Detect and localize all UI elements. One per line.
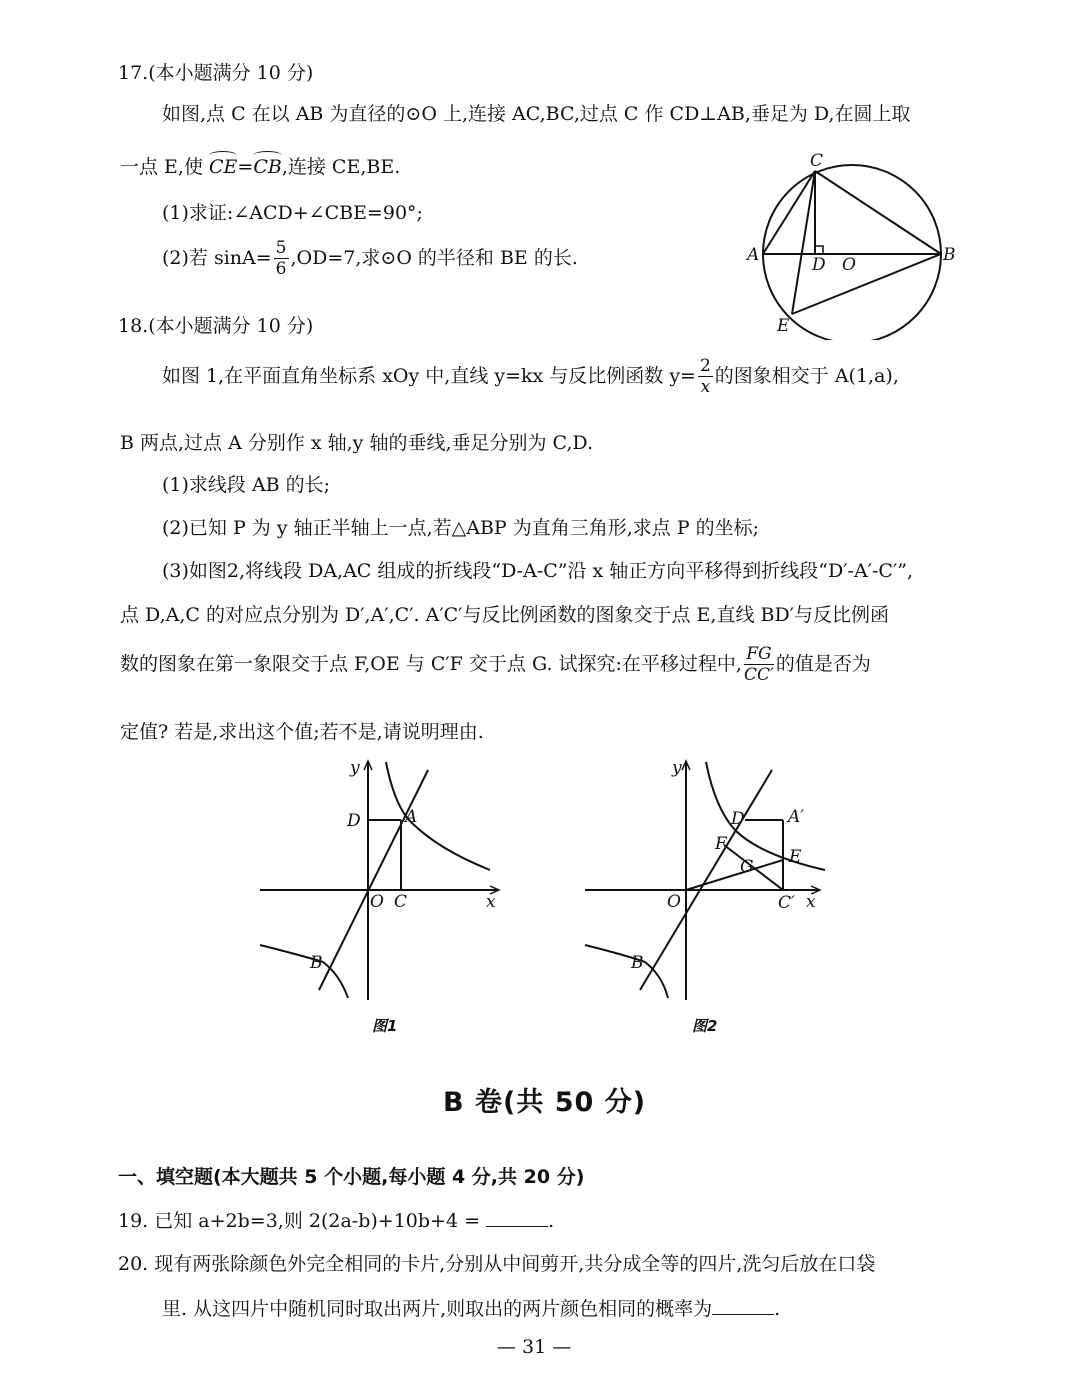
q17-stem-line2-a: 一点 E,使: [120, 156, 203, 178]
q19-period: .: [548, 1210, 555, 1232]
figure-1-caption: 图1: [372, 1017, 398, 1035]
label-x: x: [486, 892, 496, 912]
label-e: E: [789, 847, 802, 867]
label-g: G: [740, 857, 754, 877]
q18-stem-line2: B 两点,过点 A 分别作 x 轴,y 轴的垂线,垂足分别为 C,D.: [120, 432, 594, 454]
arc-equals: =: [237, 156, 254, 178]
q20-period: .: [774, 1298, 781, 1320]
q17-part2-b: ,OD=7,求⊙O 的半径和 BE 的长.: [290, 247, 578, 269]
q17-part2: [162, 240, 578, 278]
section-b-title: B 卷(共 50 分): [443, 1087, 647, 1118]
segment-oe: [686, 860, 783, 890]
label-b: B: [310, 953, 323, 973]
q18-header: 18.(本小题满分 10 分): [118, 315, 314, 337]
right-angle-mark: [815, 246, 823, 254]
segment-ac: [763, 171, 815, 254]
label-y: y: [672, 758, 682, 778]
inverse-denominator: x: [700, 377, 711, 397]
label-d-prime: D′: [731, 809, 749, 829]
q20-line2-text: 里. 从这四片中随机同时取出两片,则取出的两片颜色相同的概率为: [162, 1298, 713, 1320]
label-a: A: [747, 245, 760, 265]
circle-o: [763, 165, 941, 340]
q17-circle-figure: [740, 150, 970, 340]
line-bd1: [640, 770, 772, 990]
q18-part3-line4: 定值? 若是,求出这个值;若不是,请说明理由.: [120, 721, 484, 743]
q20-line1: 20. 现有两张除颜色外完全相同的卡片,分别从中间剪开,共分成全等的四片,洗匀后放在口袋: [118, 1253, 876, 1275]
q18-stem-line1: [162, 358, 899, 396]
label-y: y: [350, 758, 360, 778]
q18-stem-b: 的图象相交于 A(1,a),: [714, 365, 899, 387]
q17-part1: (1)求证:∠ACD+∠CBE=90°;: [162, 202, 423, 224]
sin-numerator: 5: [275, 238, 287, 258]
figure-1: [250, 750, 510, 1050]
label-o: O: [667, 892, 681, 912]
line-ab: [319, 770, 428, 990]
label-a-prime: A′: [788, 807, 805, 827]
q17-header: 17.(本小题满分 10 分): [118, 62, 314, 84]
fill-in-heading: 一、填空题(本大题共 5 个小题,每小题 4 分,共 20 分): [118, 1166, 585, 1188]
q17-stem-line1: 如图,点 C 在以 AB 为直径的⊙O 上,连接 AC,BC,过点 C 作 CD⊥AB,垂足为 D,在圆上取: [162, 103, 911, 125]
q20-line2: [162, 1294, 780, 1321]
sin-fraction: [274, 240, 289, 278]
q18-part3-line3-b: 的值是否为: [775, 653, 871, 675]
q17-part2-a: (2)若 sinA=: [162, 247, 272, 269]
segment-ce: [792, 171, 815, 314]
fg-numerator: FG: [744, 646, 774, 665]
q19-answer-blank: [486, 1208, 548, 1227]
label-b: B: [631, 953, 644, 973]
sin-denominator: 6: [275, 259, 287, 279]
page-number: — 31 —: [497, 1336, 572, 1358]
label-f: F: [715, 834, 727, 854]
q18-part2: (2)已知 P 为 y 轴正半轴上一点,若△ABP 为直角三角形,求点 P 的坐标;: [162, 517, 760, 539]
label-c-prime: C′: [778, 893, 795, 913]
label-o: O: [842, 255, 856, 275]
hyperbola-branch-3: [585, 945, 668, 998]
segment-bc: [815, 171, 941, 254]
arc-cb: CB: [253, 156, 282, 178]
fg-fraction: [744, 646, 774, 684]
label-a: A: [405, 807, 418, 827]
label-c: C: [394, 892, 408, 912]
q18-stem-a: 如图 1,在平面直角坐标系 xOy 中,直线 y=kx 与反比例函数 y=: [162, 365, 696, 387]
q17-stem-line2-b: ,连接 CE,BE.: [281, 156, 401, 178]
q18-part3-line1: (3)如图2,将线段 DA,AC 组成的折线段“D-A-C”沿 x 轴正方向平移得到折线段“D′-A′-C′”,: [162, 560, 914, 582]
q17-stem-line2: [120, 152, 400, 179]
label-d: D: [812, 255, 826, 275]
q18-part1: (1)求线段 AB 的长;: [162, 474, 331, 496]
inverse-fraction: [698, 358, 713, 396]
label-c: C: [810, 151, 824, 171]
label-o: O: [370, 892, 384, 912]
label-d: D: [347, 811, 361, 831]
label-e: E: [777, 316, 790, 336]
inverse-numerator: 2: [699, 356, 711, 376]
q19: [118, 1206, 554, 1233]
fg-denominator: CC′: [743, 665, 774, 685]
figure-2: [580, 750, 840, 1050]
label-b: B: [943, 245, 956, 265]
q19-text: 19. 已知 a+2b=3,则 2(2a-b)+10b+4 =: [118, 1210, 481, 1232]
label-x: x: [806, 892, 816, 912]
q20-answer-blank: [712, 1296, 774, 1315]
figure-2-caption: 图2: [692, 1017, 718, 1035]
q18-part3-line2: 点 D,A,C 的对应点分别为 D′,A′,C′. A′C′与反比例函数的图象交于点 E,直线 BD′与反比例函: [120, 604, 889, 626]
q18-part3-line3: [120, 646, 871, 684]
hyperbola-branch-3: [260, 945, 348, 998]
arc-ce: CE: [209, 156, 238, 178]
q18-part3-line3-a: 数的图象在第一象限交于点 F,OE 与 C′F 交于点 G. 试探究:在平移过程中,: [120, 653, 742, 675]
